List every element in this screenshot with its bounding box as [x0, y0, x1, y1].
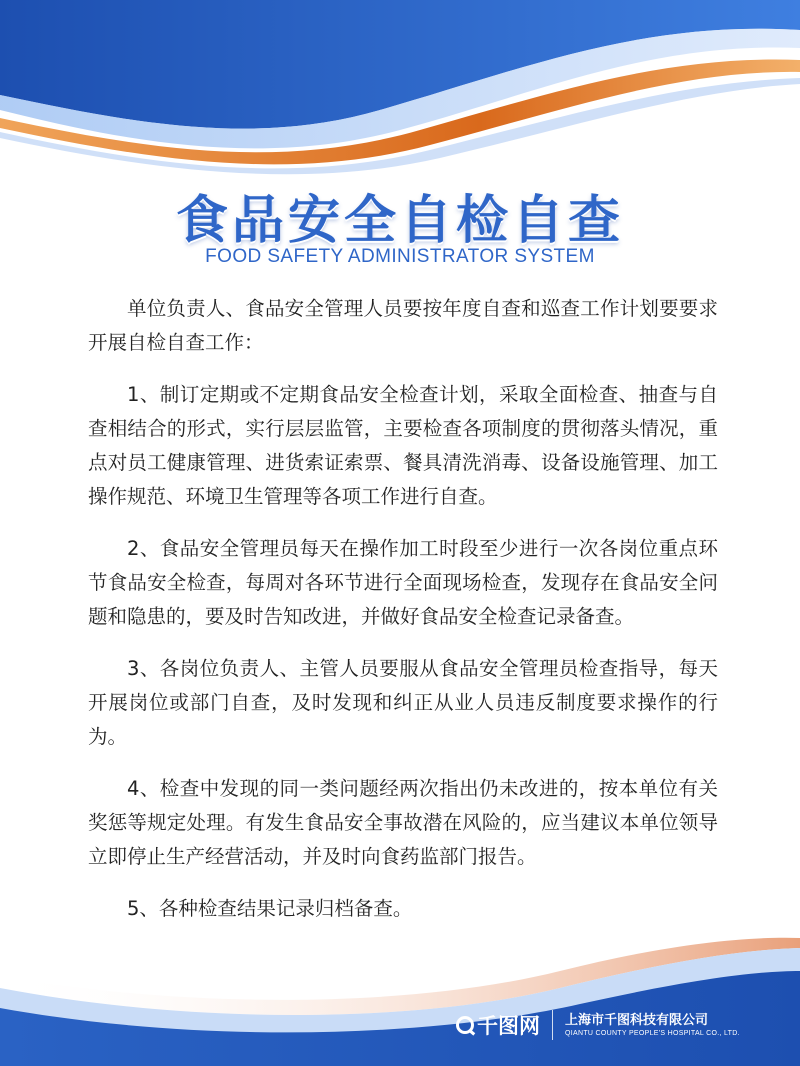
document-body [88, 292, 718, 944]
brand-logo-text: 千图网 [477, 1014, 540, 1038]
bottom-wave-decoration [0, 916, 800, 1066]
company-info [565, 1012, 740, 1039]
rule-paragraph-3: 3、各岗位负责人、主管人员要服从食品安全管理员检查指导，每天开展岗位或部门自查，及时发现和纠正从业人员违反制度要求操作的行为。 [88, 657, 718, 748]
page-subtitle: FOOD SAFETY ADMINISTRATOR SYSTEM [205, 246, 595, 267]
company-name-en: QIANTU COUNTY PEOPLE'S HOSPITAL CO., LTD. [565, 1029, 740, 1037]
company-name-cn: 上海市千图科技有限公司 [565, 1012, 709, 1028]
footer-branding [456, 1008, 740, 1042]
rule-paragraph-4: 4、检查中发现的同一类问题经两次指出仍未改进的，按本单位有关奖惩等规定处理。有发生食品安全事故潜在风险的，应当建议本单位领导立即停止生产经营活动，并及时向食药监部门报告。 [88, 777, 718, 868]
magnifier-logo-icon [456, 1016, 474, 1034]
logo-divider [552, 1010, 553, 1040]
intro-paragraph: 单位负责人、食品安全管理人员要按年度自查和巡查工作计划要要求开展自检自查工作： [88, 297, 718, 354]
brand-logo [456, 1010, 540, 1040]
rule-paragraph-2: 2、食品安全管理员每天在操作加工时段至少进行一次各岗位重点环节食品安全检查，每周对各环节进行全面现场检查，发现存在食品安全问题和隐患的，要及时告知改进，并做好食品安全检查记录备查。 [88, 537, 718, 628]
rule-paragraph-5: 5、各种检查结果记录归档备查。 [127, 897, 413, 920]
page-title: 食品安全自检自查 [175, 191, 624, 251]
rule-paragraph-1: 1、制订定期或不定期食品安全检查计划，采取全面检查、抽查与自查相结合的形式，实行层层监管，主要检查各项制度的贯彻落头情况，重点对员工健康管理、进货索证索票、餐具清洗消毒、设备设施管理、加工操作规范、环境卫生管理等各项工作进行自查。 [88, 383, 718, 508]
top-wave-decoration [0, 0, 800, 175]
